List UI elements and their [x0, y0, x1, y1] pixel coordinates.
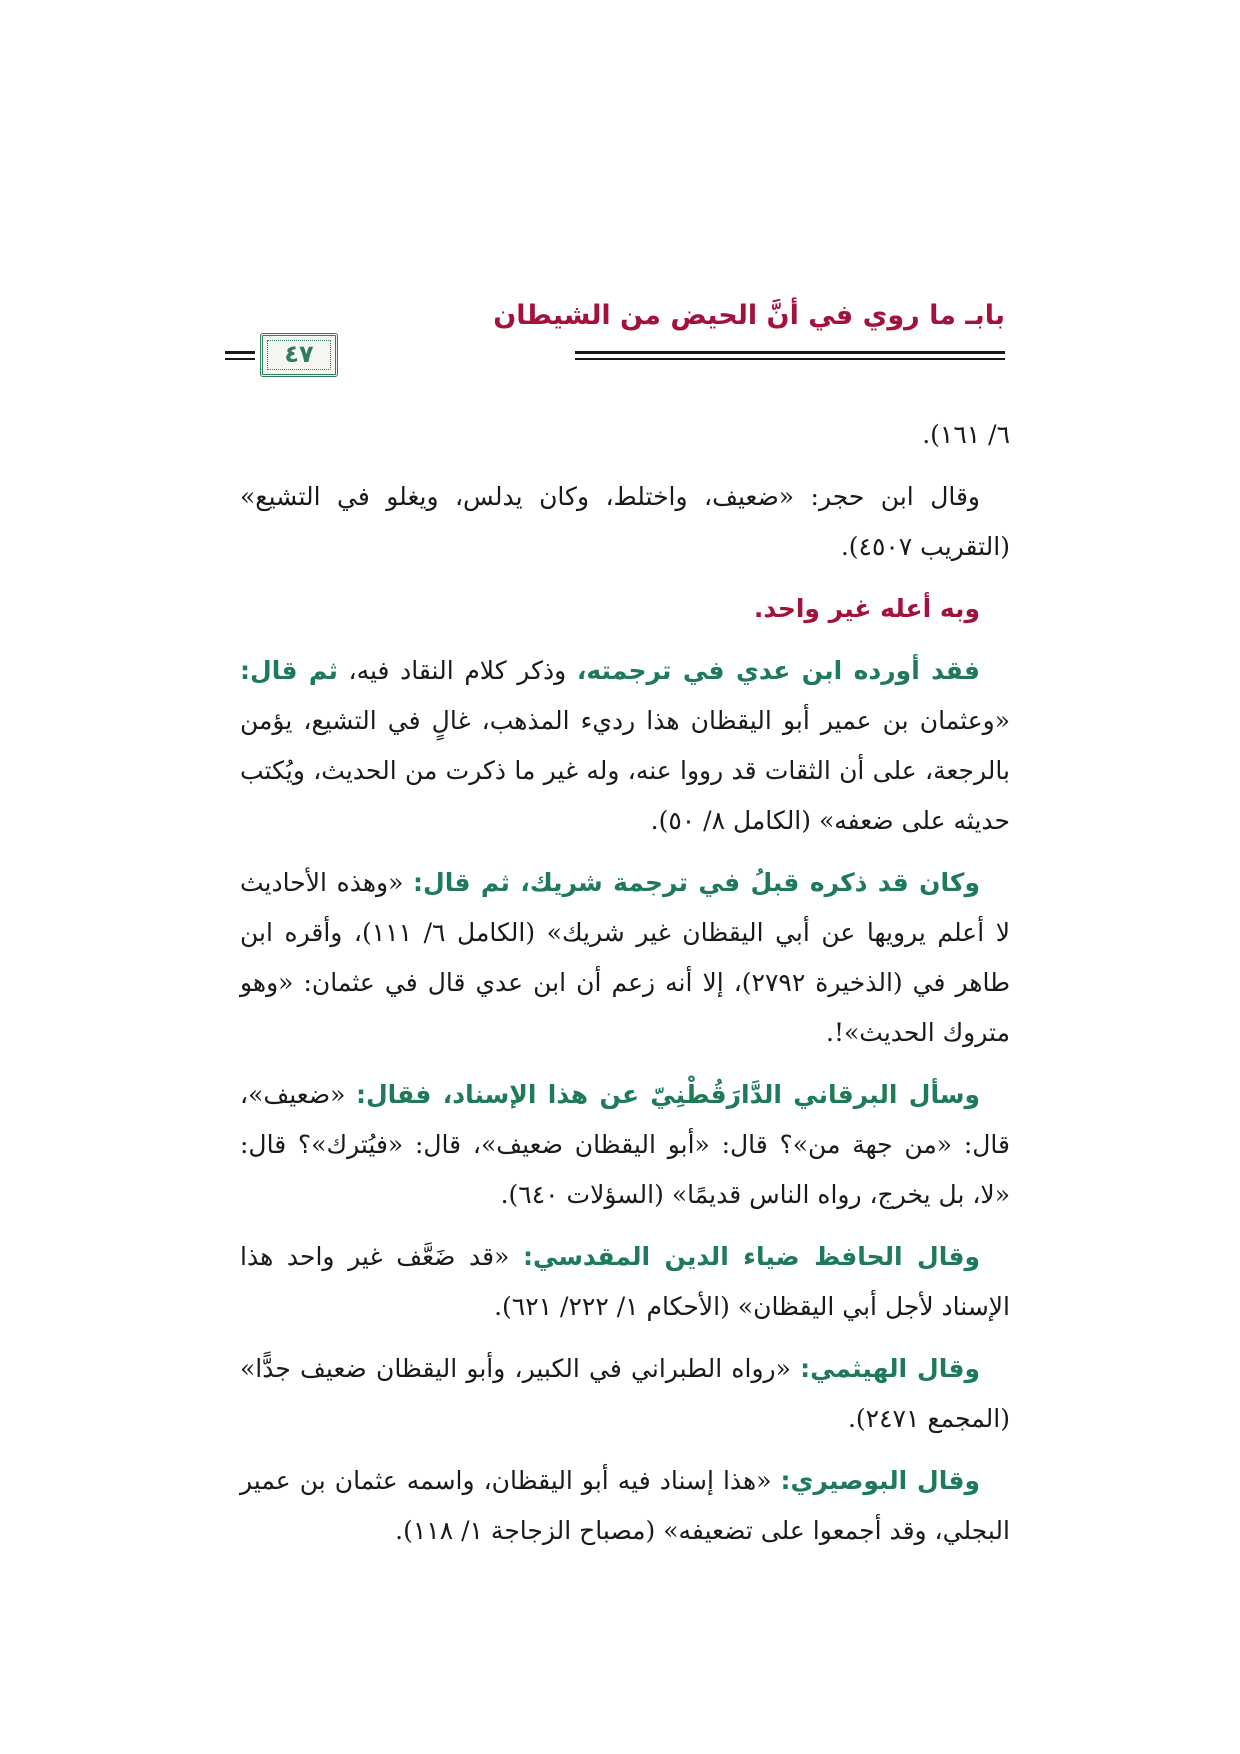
header-rule: [225, 358, 255, 360]
text-segment: ٦/ ١٦١).: [922, 420, 1010, 449]
paragraph: [240, 1344, 1010, 1444]
text-segment: وذكر كلام النقاد فيه،: [337, 656, 577, 685]
highlighted-text: وقال البوصيري:: [780, 1466, 980, 1495]
text-segment: وقال ابن حجر: «ضعيف، واختلط، وكان يدلس، ويغلو في التشيع» (التقريب ٤٥٠٧).: [240, 482, 1010, 561]
paragraph: [240, 1456, 1010, 1556]
paragraph: [240, 584, 1010, 634]
highlighted-text: وقال الهيثمي:: [800, 1354, 980, 1383]
text-segment: «ضعيف»، قال: «من جهة من»؟ قال: «أبو اليقظان ضعيف»، قال: «فيُترك»؟ قال: «لا، بل يخرج، رواه الناس قديمًا» (السؤلات ٦٤٠).: [240, 1080, 1010, 1209]
text-segment: «رواه الطبراني في الكبير، وأبو اليقظان ضعيف جدًّا» (المجمع ٢٤٧١).: [240, 1354, 1010, 1433]
highlighted-text: وبه أعله غير واحد.: [753, 594, 980, 623]
highlighted-text: فقد أورده ابن عدي في ترجمته،: [576, 656, 980, 685]
paragraph: [240, 472, 1010, 572]
text-segment: «قد ضَعَّف غير واحد هذا الإسناد لأجل أبي اليقظان» (الأحكام ١/ ٢٢٢/ ٦٢١).: [240, 1242, 1010, 1321]
header-rule: [225, 351, 255, 354]
highlighted-text: وكان قد ذكره قبلُ في ترجمة شريك، ثم قال:: [413, 868, 980, 897]
paragraph: [240, 1070, 1010, 1220]
header-rule: [575, 358, 1005, 360]
paragraph: [240, 410, 1010, 460]
header-rule: [575, 351, 1005, 354]
highlighted-text: وقال الحافظ ضياء الدين المقدسي:: [523, 1242, 980, 1271]
paragraph: [240, 646, 1010, 846]
highlighted-text: ثم قال:: [240, 656, 338, 685]
page-number: ٤٧: [284, 340, 314, 368]
chapter-title: بابـ ما روي في أنَّ الحيض من الشيطان: [493, 300, 1005, 331]
page-number-badge: [260, 333, 338, 377]
paragraph: [240, 1232, 1010, 1332]
text-segment: «وعثمان بن عمير أبو اليقظان هذا رديء المذهب، غالٍ في التشيع، يؤمن بالرجعة، على أن الثقات قد رووا عنه، وله غير ما ذكرت من الحديث، ويُكتب حديثه على ضعفه» (الكامل ٨/ ٥٠).: [240, 706, 1010, 835]
paragraph: [240, 858, 1010, 1058]
text-segment: «وهذه الأحاديث لا أعلم يرويها عن أبي اليقظان غير شريك» (الكامل ٦/ ١١١)، وأقره ابن طاهر في (الذخيرة ٢٧٩٢)، إلا أنه زعم أن ابن عدي قال في عثمان: «وهو متروك الحديث»!.: [240, 868, 1011, 1047]
page-body: [240, 410, 1010, 1568]
text-segment: «هذا إسناد فيه أبو اليقظان، واسمه عثمان بن عمير البجلي، وقد أجمعوا على تضعيفه» (مصباح الزجاجة ١/ ١١٨).: [240, 1466, 1010, 1545]
highlighted-text: وسأل البرقاني الدَّارَقُطْنِيّ عن هذا الإسناد، فقال:: [355, 1080, 981, 1109]
page-header: [225, 300, 1005, 380]
